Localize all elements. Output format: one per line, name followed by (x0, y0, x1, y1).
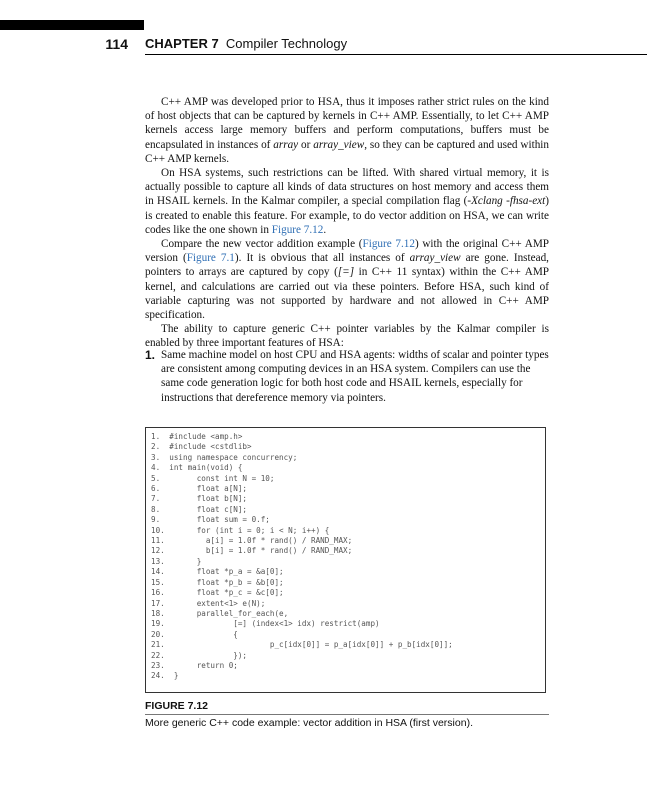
code-line: 23. return 0; (151, 660, 238, 670)
code-line: 6. float a[N]; (151, 484, 248, 494)
code-line: 16. float *p_c = &c[0]; (151, 588, 284, 598)
paragraph-4: The ability to capture generic C++ pointer variables by the Kalmar compiler is enabled by three important features of HSA: (145, 323, 549, 350)
figure-link[interactable]: Figure 7.12 (271, 223, 324, 236)
code-line: 11. a[i] = 1.0f * rand() / RAND_MAX; (151, 536, 353, 546)
chapter-heading (145, 36, 347, 51)
paragraph-3: Compare the new vector addition example (Figure 7.12) with the original C++ AMP version (Figure 7.1). It is obvious that all instances of array_view are gone. Instead, pointers to arrays are captured by copy ([=] in C++ 11 syntax) within the C++ AMP kernel, and calculations are carried out via these pointers. Before HSA, such kind of variable capturing was not supported by hardware and not allowed in C++ AMP specification. (145, 238, 549, 322)
body-text (145, 95, 549, 351)
figure-caption: More generic C++ code example: vector addition in HSA (first version). (145, 717, 473, 729)
code-line: 1. #include <amp.h> (151, 432, 243, 441)
code-line: 5. const int N = 10; (151, 473, 275, 483)
running-header (0, 34, 647, 54)
paragraph-2: On HSA systems, such restrictions can be lifted. With shared virtual memory, it is actually possible to capture all kinds of data structures on host memory and access them in HSAIL kernels. In the Kalmar compiler, a special compilation flag (-Xclang -fhsa-ext) is created to enable this feature. For example, to do vector addition on HSA, we can write codes like the one shown in Figure 7.12. (145, 167, 549, 236)
code-line: 19. [=] (index<1> idx) restrict(amp) (151, 619, 380, 629)
code-line: 10. for (int i = 0; i < N; i++) { (151, 525, 330, 535)
code-line: 21. p_c[idx[0]] = p_a[idx[0]] + p_b[idx[0]]; (151, 640, 453, 650)
code-line: 22. }); (151, 650, 248, 660)
chapter-title: Compiler Technology (225, 36, 348, 51)
top-black-bar (0, 20, 144, 30)
code-listing (145, 427, 546, 693)
code-line: 17. extent<1> e(N); (151, 598, 266, 608)
code-line: 24. } (151, 671, 179, 681)
code-line: 4. int main(void) { (151, 463, 243, 473)
list-item-text: Same machine model on host CPU and HSA agents: widths of scalar and pointer types are consistent among computing devices in an HSA system. Compilers can use the same code generation logic for both host code and HSAIL kernels, especially for instructions that dereference memory via pointers. (161, 349, 549, 404)
code-line: 20. { (151, 629, 238, 639)
figure-link[interactable]: Figure 7.1 (186, 252, 235, 265)
code-line: 9. float sum = 0.f; (151, 515, 270, 525)
figure-label: FIGURE 7.12 (145, 700, 209, 712)
figure-rule (145, 714, 549, 715)
code-line: 12. b[i] = 1.0f * rand() / RAND_MAX; (151, 546, 353, 556)
code-line: 14. float *p_a = &a[0]; (151, 567, 284, 577)
code-block (151, 432, 453, 682)
paragraph-1: C++ AMP was developed prior to HSA, thus it imposes rather strict rules on the kind of host objects that can be captured by kernels in C++ AMP. Essentially, to let C++ AMP kernels access large memory buffers and perform computations, buffers must be encapsulated in instances of array or array_view, so they can be captured and used within C++ AMP kernels. (145, 96, 549, 165)
code-line: 15. float *p_b = &b[0]; (151, 577, 284, 587)
code-line: 7. float b[N]; (151, 494, 248, 504)
header-rule (145, 54, 647, 55)
code-line: 2. #include <cstdlib> (151, 442, 252, 452)
chapter-label: CHAPTER 7 (145, 36, 219, 51)
list-item (145, 348, 549, 405)
list-item-number: 1. (145, 348, 156, 362)
code-line: 3. using namespace concurrency; (151, 452, 298, 462)
code-line: 18. parallel_for_each(e, (151, 608, 289, 618)
page-number: 114 (105, 36, 128, 52)
figure-link[interactable]: Figure 7.12 (362, 238, 415, 251)
numbered-list (145, 348, 549, 405)
code-line: 8. float c[N]; (151, 504, 248, 514)
code-line: 13. } (151, 556, 202, 566)
